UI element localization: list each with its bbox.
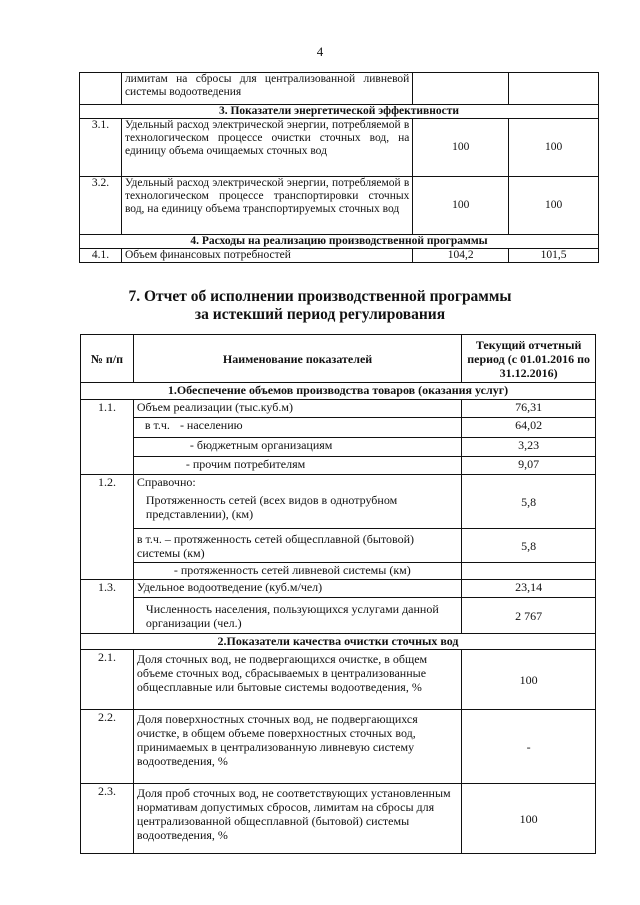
row-value-2: 100	[509, 177, 599, 235]
table-row	[81, 563, 596, 580]
row-name: - прочим потребителям	[133, 457, 461, 475]
table-row	[81, 650, 596, 710]
row-name: Доля поверхностных сточных вод, не подвергающихся очистке, в общем объеме поверхностных сточных вод, принимаемых в централизованную ливневую систему водоотведения, %	[133, 710, 461, 784]
row-value: 3,23	[462, 438, 596, 457]
row-name: Доля проб сточных вод, не соответствующих установленным нормативам допустимых сбросов, лимитам на сбросы для централизованной общесплавной (бытовой) системы водоотведения, %	[133, 784, 461, 854]
report-table	[80, 334, 596, 854]
table-row	[81, 580, 596, 598]
header-name: Наименование показателей	[133, 335, 461, 383]
row-name: Объем реализации (тыс.куб.м)	[133, 400, 461, 418]
section-3-title: 3. Показатели энергетической эффективности	[80, 105, 599, 119]
row-value	[462, 563, 596, 580]
table-header-row	[81, 335, 596, 383]
heading-line-1: 7. Отчет об исполнении производственной программы	[128, 288, 512, 305]
row-name: Протяженность сетей (всех видов в однотрубном представлении), (км)	[133, 493, 461, 529]
section-1-title: 1.Обеспечение объемов производства товаров (оказания услуг)	[81, 383, 596, 400]
table-row	[81, 784, 596, 854]
section-header	[81, 383, 596, 400]
row-name: - населению	[179, 418, 243, 432]
table-row	[80, 73, 599, 105]
row-value: 5,8	[462, 529, 596, 563]
row-num: 3.1.	[80, 119, 122, 177]
row-value: 100	[462, 784, 596, 854]
table-row	[81, 400, 596, 418]
table-row	[81, 529, 596, 563]
row-value-1: 104,2	[413, 249, 509, 263]
row-num: 1.3.	[81, 580, 134, 634]
row-value-1: 100	[413, 119, 509, 177]
row-value: 5,8	[462, 475, 596, 529]
row-name: Объем финансовых потребностей	[121, 249, 412, 263]
row-value: 64,02	[462, 418, 596, 438]
table-row	[81, 438, 596, 457]
table-row	[80, 177, 599, 235]
section-header	[80, 105, 599, 119]
table-row	[81, 710, 596, 784]
row-name: лимитам на сбросы для централизованной ливневой системы водоотведения	[121, 73, 412, 105]
table-row	[81, 598, 596, 634]
row-name: Численность населения, пользующихся услугами данной организации (чел.)	[133, 598, 461, 634]
row-value-2: 101,5	[509, 249, 599, 263]
table-row	[81, 457, 596, 475]
row-value: -	[462, 710, 596, 784]
section-header	[81, 634, 596, 650]
row-num: 2.2.	[81, 710, 134, 784]
row-name-cell	[133, 418, 461, 438]
section-2-title: 2.Показатели качества очистки сточных вод	[81, 634, 596, 650]
row-num: 3.2.	[80, 177, 122, 235]
table-row	[80, 249, 599, 263]
row-prefix: в т.ч.	[144, 418, 170, 432]
row-name: Удельное водоотведение (куб.м/чел)	[133, 580, 461, 598]
row-value-2: 100	[509, 119, 599, 177]
row-value-1: 100	[413, 177, 509, 235]
table-row	[80, 119, 599, 177]
row-name: Доля сточных вод, не подвергающихся очистке, в общем объеме сточных вод, сбрасываемых в централизованные общесплавные или бытовые системы водоотведения, %	[133, 650, 461, 710]
row-name: в т.ч. – протяженность сетей общесплавной (бытовой) системы (км)	[133, 529, 461, 563]
page-number: 4	[316, 44, 324, 59]
table-row	[81, 475, 596, 493]
row-name: Удельный расход электрической энергии, потребляемой в технологическом процессе очистки сточных вод, на единицу объема очищаемых сточных вод	[121, 119, 412, 177]
row-name: Справочно:	[133, 475, 461, 493]
row-num: 1.2.	[81, 475, 134, 580]
indicators-table-continued	[79, 72, 599, 263]
heading-line-2: за истекший период регулирования	[194, 306, 446, 323]
row-num: 2.3.	[81, 784, 134, 854]
row-name: Удельный расход электрической энергии, потребляемой в технологическом процессе транспортировки сточных вод, на единицу объема транспортируемых сточных вод	[121, 177, 412, 235]
section-4-title: 4. Расходы на реализацию производственной программы	[80, 235, 599, 249]
row-value: 76,31	[462, 400, 596, 418]
row-num: 1.1.	[81, 400, 134, 475]
header-num: № п/п	[81, 335, 134, 383]
section-7-heading	[0, 288, 640, 324]
row-num: 4.1.	[80, 249, 122, 263]
header-period: Текущий отчетный период (с 01.01.2016 по 31.12.2016)	[462, 335, 596, 383]
table-row	[81, 418, 596, 438]
row-name: - бюджетным организациям	[133, 438, 461, 457]
row-name: - протяженность сетей ливневой системы (км)	[133, 563, 461, 580]
section-header	[80, 235, 599, 249]
row-value: 9,07	[462, 457, 596, 475]
row-num: 2.1.	[81, 650, 134, 710]
row-value: 100	[462, 650, 596, 710]
row-value: 2 767	[462, 598, 596, 634]
row-value: 23,14	[462, 580, 596, 598]
